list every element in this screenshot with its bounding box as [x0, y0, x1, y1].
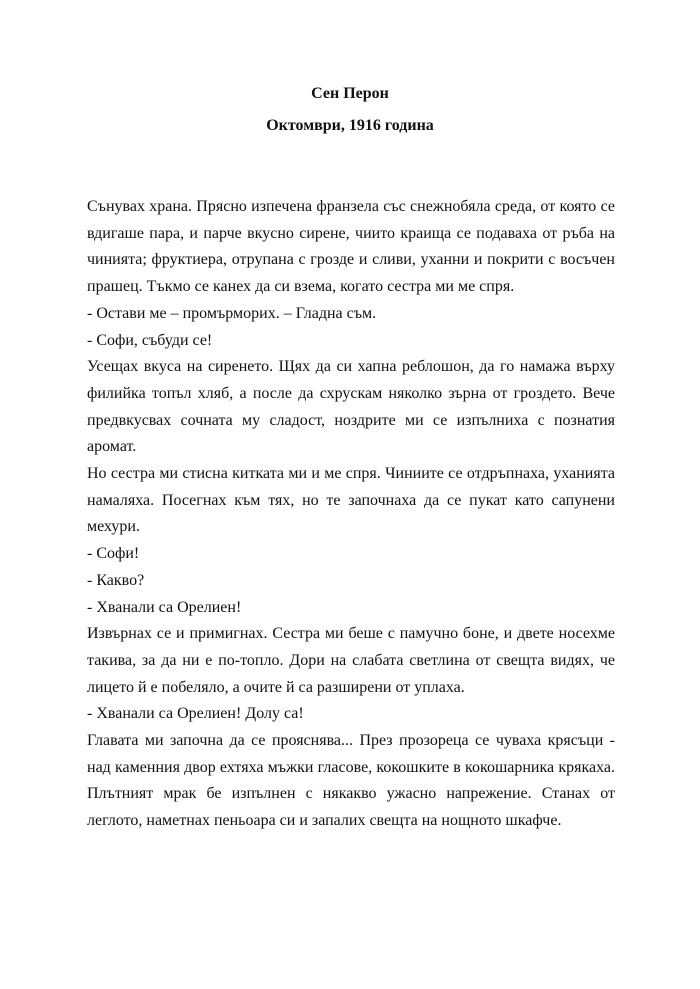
chapter-date: Октомври, 1916 година [266, 117, 434, 134]
paragraph: Главата ми започна да се прояснява... През прозореца се чуваха крясъци - над каменния двор ехтяха мъжки гласове, кокошките в кокошарника крякаха. Плътният мрак бе изпълнен с някакво ужасно напрежение. Станах от леглото, наметнах пеньоара си и запалих свещта на нощното шкафче. [87, 732, 615, 830]
paragraph: Извърнах се и примигнах. Сестра ми беше с памучно боне, и двете носехме такива, за да ни е по-топло. Дори на слабата светлина от свещта видях, че лицето й е побеляло, а очите й са разширени от уплаха. [87, 625, 615, 696]
paragraph: - Хванали са Орелиен! Долу са! [87, 705, 304, 723]
paragraph: - Какво? [87, 571, 145, 589]
paragraph: - Софи! [87, 545, 140, 563]
paragraph: - Остави ме – промърморих. – Гладна съм. [87, 304, 377, 322]
paragraph: Но сестра ми стисна китката ми и ме спря. Чиниите се отдръпнаха, уханията намаляха. Посегнах към тях, но те започнаха да се пукат като сапунени мехури. [87, 465, 615, 536]
paragraph: - Хванали са Орелиен! [87, 598, 242, 616]
paragraph: Усещах вкуса на сиренето. Щях да си хапна реблошон, да го намажа върху филийка топъл хляб, а после да схрускам няколко зърна от гроздето. Вече предвкусвах сочната му сладост, ноздрите ми се изпълниха с познатия аромат. [87, 358, 615, 456]
chapter-title: Сен Перон [311, 85, 389, 102]
paragraph: - Софи, събуди се! [87, 331, 213, 349]
paragraph: Сънувах храна. Прясно изпечена франзела със снежнобяла среда, от която се вдигаше пара, и парче вкусно сирене, чиито краища се подаваха от ръба на чинията; фруктиера, отрупана с грозде и сливи, уханни и покрити с восъчен прашец. Тъкмо се канех да си взема, когато сестра ми ме спря. [87, 198, 615, 296]
body-text [87, 194, 615, 835]
